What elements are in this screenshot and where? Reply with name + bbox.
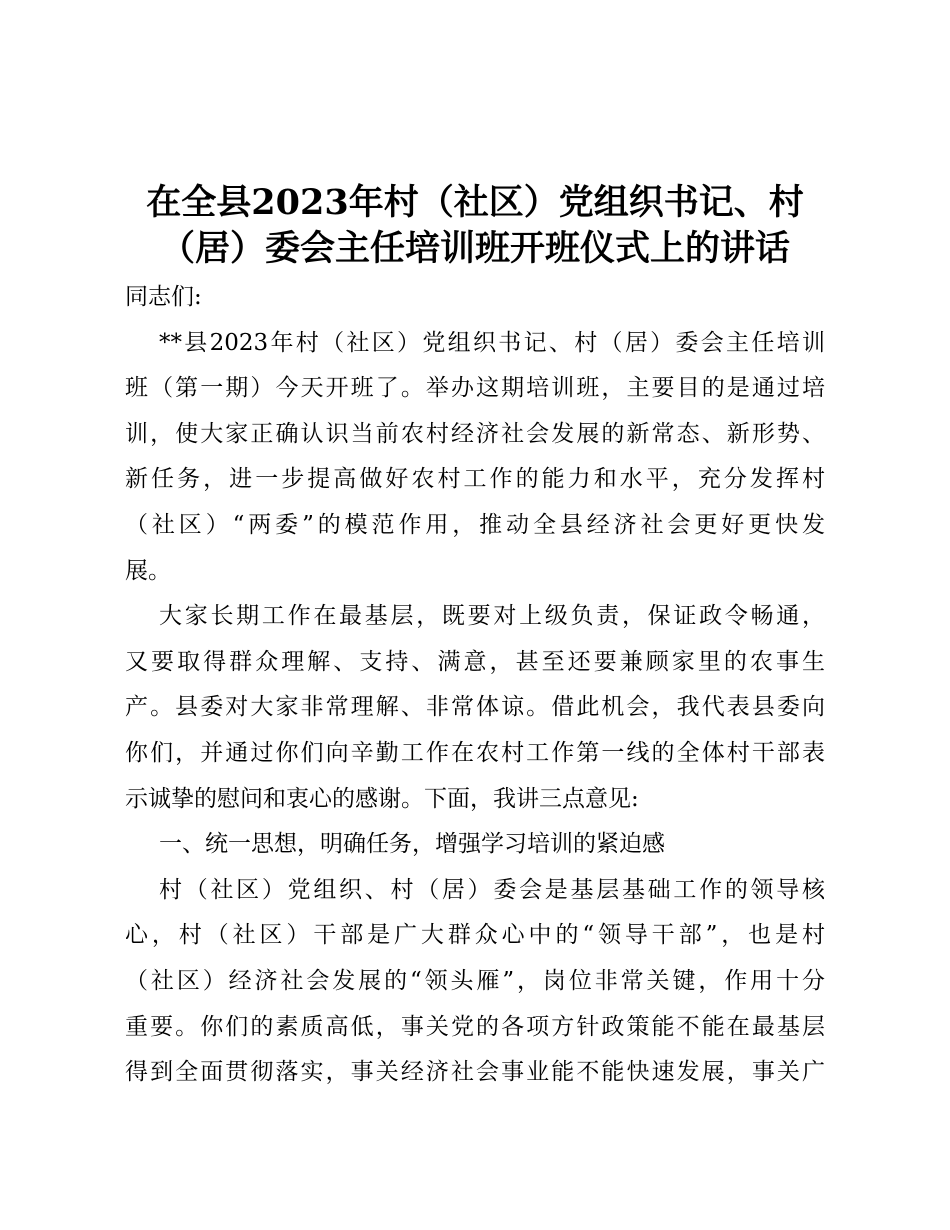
body-line: 大家长期工作在最基层，既要对上级负责，保证政令畅通， bbox=[159, 603, 825, 630]
document-title-line-2: （居）委会主任培训班开班仪式上的讲话 bbox=[159, 228, 790, 269]
document-title-line-1: 在全县2023年村（社区）党组织书记、村 bbox=[146, 182, 804, 223]
body-line: 训，使大家正确认识当前农村经济社会发展的新常态、新形势、 bbox=[125, 420, 825, 447]
body-line: **县2023年村（社区）党组织书记、村（居）委会主任培训 bbox=[159, 329, 825, 356]
body-line: 班（第一期）今天开班了。举办这期培训班，主要目的是通过培 bbox=[125, 375, 825, 402]
body-line: （社区）“两委”的模范作用，推动全县经济社会更好更快发 bbox=[125, 511, 825, 538]
body-line: 展。 bbox=[125, 557, 171, 584]
body-line: （社区）经济社会发展的“领头雁”，岗位非常关键，作用十分 bbox=[125, 967, 825, 994]
body-line: 重要。你们的素质高低，事关党的各项方针政策能不能在最基层 bbox=[125, 1013, 825, 1040]
body-line: 一、统一思想，明确任务，增强学习培训的紧迫感 bbox=[159, 831, 665, 858]
document-body bbox=[125, 275, 825, 1096]
body-line: 示诚挚的慰问和衷心的感谢。下面，我讲三点意见: bbox=[125, 785, 639, 812]
body-line: 同志们: bbox=[125, 284, 202, 310]
body-line: 你们，并通过你们向辛勤工作在农村工作第一线的全体村干部表 bbox=[125, 739, 825, 766]
body-line: 新任务，进一步提高做好农村工作的能力和水平，充分发挥村 bbox=[125, 466, 825, 493]
body-line: 得到全面贯彻落实，事关经济社会事业能不能快速发展，事关广 bbox=[125, 1059, 825, 1086]
body-line: 心，村（社区）干部是广大群众心中的“领导干部”，也是村 bbox=[125, 922, 825, 949]
body-line: 村（社区）党组织、村（居）委会是基层基础工作的领导核 bbox=[159, 876, 825, 903]
body-line: 产。县委对大家非常理解、非常体谅。借此机会，我代表县委向 bbox=[125, 694, 825, 721]
body-line: 又要取得群众理解、支持、满意，甚至还要兼顾家里的农事生 bbox=[125, 648, 825, 675]
